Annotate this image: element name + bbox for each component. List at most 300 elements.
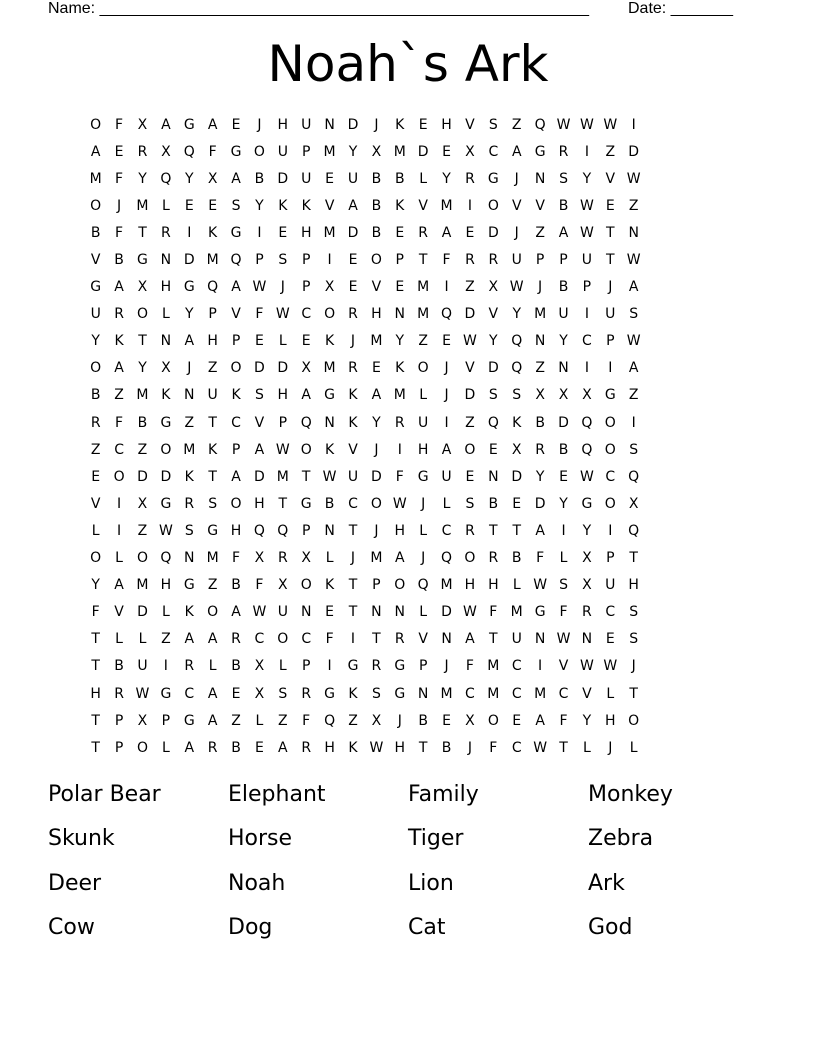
grid-letter[interactable]: U: [511, 252, 522, 269]
grid-letter[interactable]: N: [324, 116, 335, 133]
grid-letter[interactable]: A: [535, 522, 545, 539]
grid-letter[interactable]: H: [417, 441, 429, 458]
grid-letter[interactable]: T: [559, 739, 568, 756]
grid-letter[interactable]: F: [302, 712, 311, 729]
grid-letter[interactable]: L: [115, 550, 123, 567]
grid-letter[interactable]: Q: [628, 468, 640, 485]
grid-letter[interactable]: L: [161, 604, 170, 621]
grid-letter[interactable]: D: [417, 143, 429, 160]
grid-letter[interactable]: I: [257, 224, 262, 241]
grid-letter[interactable]: C: [511, 739, 522, 756]
grid-letter[interactable]: C: [511, 658, 522, 675]
grid-letter[interactable]: T: [489, 631, 498, 648]
grid-letter[interactable]: W: [135, 685, 150, 702]
grid-letter[interactable]: I: [117, 495, 122, 512]
grid-letter[interactable]: Z: [137, 441, 148, 458]
grid-letter[interactable]: L: [115, 631, 123, 648]
grid-letter[interactable]: Y: [91, 333, 100, 350]
grid-letter[interactable]: T: [606, 224, 615, 241]
grid-letter[interactable]: E: [559, 468, 568, 485]
grid-letter[interactable]: A: [441, 224, 452, 241]
grid-letter[interactable]: A: [465, 631, 475, 648]
grid-letter[interactable]: A: [184, 631, 195, 648]
grid-letter[interactable]: Z: [231, 712, 241, 729]
grid-letter[interactable]: V: [324, 197, 335, 214]
grid-letter[interactable]: K: [208, 441, 218, 458]
grid-letter[interactable]: Q: [511, 360, 523, 377]
grid-letter[interactable]: B: [324, 495, 335, 512]
grid-letter[interactable]: X: [511, 441, 522, 458]
grid-letter[interactable]: J: [397, 712, 402, 729]
grid-letter[interactable]: M: [440, 685, 453, 702]
grid-letter[interactable]: G: [183, 577, 195, 594]
grid-letter[interactable]: O: [136, 739, 148, 756]
grid-letter[interactable]: L: [91, 522, 100, 539]
grid-letter[interactable]: S: [512, 387, 522, 404]
grid-letter[interactable]: Z: [114, 387, 124, 404]
grid-letter[interactable]: V: [90, 495, 101, 512]
grid-letter[interactable]: T: [138, 333, 147, 350]
grid-letter[interactable]: W: [579, 116, 594, 133]
grid-letter[interactable]: Y: [255, 197, 264, 214]
grid-letter[interactable]: B: [231, 658, 241, 675]
grid-letter[interactable]: M: [206, 252, 219, 269]
grid-letter[interactable]: Z: [605, 143, 616, 160]
grid-letter[interactable]: A: [441, 441, 452, 458]
grid-letter[interactable]: D: [160, 468, 172, 485]
grid-letter[interactable]: X: [137, 116, 148, 133]
grid-letter[interactable]: F: [115, 170, 124, 187]
grid-letter[interactable]: G: [230, 224, 242, 241]
grid-letter[interactable]: G: [183, 279, 195, 296]
grid-letter[interactable]: N: [441, 631, 452, 648]
grid-letter[interactable]: X: [582, 577, 592, 594]
grid-letter[interactable]: B: [137, 414, 148, 431]
grid-letter[interactable]: H: [464, 577, 476, 594]
grid-letter[interactable]: O: [253, 143, 265, 160]
grid-letter[interactable]: V: [605, 170, 616, 187]
grid-letter[interactable]: W: [275, 441, 290, 458]
grid-letter[interactable]: F: [91, 604, 100, 621]
grid-letter[interactable]: Q: [207, 279, 219, 296]
grid-letter[interactable]: H: [277, 387, 289, 404]
grid-letter[interactable]: R: [184, 658, 195, 675]
grid-letter[interactable]: J: [514, 170, 519, 187]
grid-letter[interactable]: Q: [628, 522, 640, 539]
grid-letter[interactable]: X: [254, 685, 265, 702]
grid-letter[interactable]: N: [558, 360, 569, 377]
grid-letter[interactable]: G: [394, 658, 406, 675]
grid-letter[interactable]: L: [325, 550, 334, 567]
grid-letter[interactable]: A: [231, 468, 241, 485]
grid-letter[interactable]: P: [208, 306, 217, 323]
grid-letter[interactable]: L: [419, 387, 428, 404]
grid-letter[interactable]: I: [584, 360, 589, 377]
grid-letter[interactable]: D: [137, 604, 148, 621]
grid-letter[interactable]: S: [629, 604, 639, 621]
grid-letter[interactable]: X: [535, 387, 545, 404]
grid-letter[interactable]: D: [277, 360, 289, 377]
grid-letter[interactable]: Q: [324, 712, 336, 729]
grid-letter[interactable]: A: [231, 170, 241, 187]
grid-letter[interactable]: C: [558, 685, 569, 702]
grid-letter[interactable]: E: [325, 170, 335, 187]
grid-letter[interactable]: K: [325, 333, 335, 350]
grid-letter[interactable]: D: [487, 360, 499, 377]
grid-letter[interactable]: X: [207, 170, 218, 187]
grid-letter[interactable]: I: [327, 658, 332, 675]
grid-letter[interactable]: J: [444, 387, 449, 404]
grid-letter[interactable]: F: [115, 224, 124, 241]
grid-letter[interactable]: L: [442, 495, 451, 512]
grid-letter[interactable]: W: [275, 306, 290, 323]
grid-letter[interactable]: H: [160, 279, 172, 296]
grid-letter[interactable]: N: [160, 333, 172, 350]
grid-letter[interactable]: W: [603, 116, 618, 133]
grid-letter[interactable]: M: [534, 306, 547, 323]
grid-letter[interactable]: M: [89, 170, 102, 187]
grid-letter[interactable]: H: [628, 577, 639, 594]
grid-letter[interactable]: S: [278, 685, 288, 702]
grid-letter[interactable]: G: [160, 495, 172, 512]
grid-letter[interactable]: J: [608, 739, 613, 756]
grid-letter[interactable]: B: [535, 414, 545, 431]
grid-letter[interactable]: F: [115, 414, 124, 431]
grid-letter[interactable]: C: [441, 522, 452, 539]
grid-letter[interactable]: T: [91, 631, 100, 648]
grid-letter[interactable]: V: [488, 306, 499, 323]
grid-letter[interactable]: Y: [91, 577, 100, 594]
grid-letter[interactable]: M: [393, 387, 406, 404]
grid-letter[interactable]: E: [278, 224, 288, 241]
grid-letter[interactable]: B: [254, 170, 265, 187]
grid-letter[interactable]: D: [464, 387, 476, 404]
grid-letter[interactable]: V: [348, 441, 358, 458]
grid-letter[interactable]: G: [394, 685, 406, 702]
grid-letter[interactable]: E: [255, 739, 264, 756]
grid-letter[interactable]: B: [90, 387, 101, 404]
grid-letter[interactable]: I: [467, 197, 473, 214]
grid-letter[interactable]: Q: [441, 306, 453, 323]
grid-letter[interactable]: K: [278, 197, 288, 214]
grid-letter[interactable]: O: [136, 550, 148, 567]
grid-letter[interactable]: E: [465, 224, 475, 241]
grid-letter[interactable]: J: [514, 224, 519, 241]
grid-letter[interactable]: T: [418, 739, 428, 756]
grid-letter[interactable]: J: [608, 279, 613, 296]
grid-letter[interactable]: R: [207, 739, 218, 756]
grid-letter[interactable]: Y: [184, 170, 194, 187]
grid-letter[interactable]: L: [629, 739, 638, 756]
grid-letter[interactable]: F: [208, 143, 217, 160]
grid-letter[interactable]: I: [631, 116, 636, 133]
grid-letter[interactable]: D: [254, 468, 265, 485]
grid-letter[interactable]: I: [538, 658, 543, 675]
grid-letter[interactable]: K: [231, 387, 241, 404]
grid-letter[interactable]: H: [230, 522, 242, 539]
grid-letter[interactable]: G: [160, 685, 172, 702]
grid-letter[interactable]: K: [184, 468, 194, 485]
grid-letter[interactable]: A: [558, 224, 569, 241]
grid-letter[interactable]: A: [207, 685, 218, 702]
grid-letter[interactable]: L: [512, 577, 521, 594]
grid-letter[interactable]: J: [631, 658, 636, 675]
grid-letter[interactable]: J: [444, 658, 449, 675]
grid-letter[interactable]: K: [348, 739, 358, 756]
grid-letter[interactable]: K: [301, 197, 311, 214]
grid-letter[interactable]: K: [348, 685, 358, 702]
grid-letter[interactable]: U: [418, 414, 429, 431]
grid-letter[interactable]: N: [581, 631, 593, 648]
grid-letter[interactable]: D: [347, 116, 359, 133]
grid-letter[interactable]: Y: [559, 333, 568, 350]
grid-letter[interactable]: W: [579, 658, 594, 675]
grid-letter[interactable]: P: [231, 441, 241, 458]
grid-letter[interactable]: Q: [511, 333, 523, 350]
grid-letter[interactable]: C: [465, 685, 475, 702]
grid-letter[interactable]: X: [465, 143, 475, 160]
grid-letter[interactable]: F: [559, 712, 568, 729]
grid-letter[interactable]: A: [114, 577, 124, 594]
grid-letter[interactable]: R: [394, 414, 405, 431]
grid-letter[interactable]: G: [534, 143, 546, 160]
grid-letter[interactable]: U: [347, 468, 359, 485]
grid-letter[interactable]: C: [605, 468, 616, 485]
grid-letter[interactable]: M: [534, 685, 547, 702]
grid-letter[interactable]: U: [605, 577, 616, 594]
grid-letter[interactable]: D: [254, 360, 265, 377]
grid-letter[interactable]: D: [277, 170, 289, 187]
grid-letter[interactable]: O: [113, 468, 125, 485]
grid-letter[interactable]: P: [301, 143, 311, 160]
grid-letter[interactable]: I: [584, 306, 589, 323]
grid-letter[interactable]: V: [418, 197, 428, 214]
grid-letter[interactable]: X: [161, 143, 171, 160]
grid-letter[interactable]: F: [489, 604, 498, 621]
grid-letter[interactable]: M: [136, 577, 149, 594]
grid-letter[interactable]: G: [534, 604, 546, 621]
grid-letter[interactable]: O: [207, 604, 219, 621]
grid-letter[interactable]: F: [442, 252, 451, 269]
grid-letter[interactable]: Q: [160, 550, 172, 567]
grid-letter[interactable]: W: [603, 658, 618, 675]
grid-letter[interactable]: H: [254, 495, 265, 512]
grid-letter[interactable]: R: [231, 631, 241, 648]
grid-letter[interactable]: U: [137, 658, 148, 675]
grid-letter[interactable]: X: [582, 387, 592, 404]
grid-letter[interactable]: A: [231, 279, 241, 296]
grid-letter[interactable]: S: [278, 252, 288, 269]
grid-letter[interactable]: L: [161, 197, 170, 214]
grid-letter[interactable]: S: [465, 495, 475, 512]
grid-letter[interactable]: R: [465, 170, 475, 187]
grid-letter[interactable]: Z: [535, 224, 545, 241]
grid-letter[interactable]: Y: [489, 333, 498, 350]
grid-letter[interactable]: K: [348, 387, 358, 404]
grid-letter[interactable]: T: [91, 739, 100, 756]
grid-letter[interactable]: M: [417, 306, 430, 323]
grid-letter[interactable]: A: [628, 360, 639, 377]
grid-letter[interactable]: S: [629, 306, 639, 323]
grid-letter[interactable]: R: [558, 143, 569, 160]
grid-letter[interactable]: W: [556, 116, 571, 133]
grid-letter[interactable]: G: [487, 170, 499, 187]
grid-letter[interactable]: I: [608, 360, 613, 377]
grid-letter[interactable]: L: [278, 333, 287, 350]
grid-letter[interactable]: A: [301, 387, 311, 404]
grid-letter[interactable]: N: [324, 414, 335, 431]
grid-letter[interactable]: R: [488, 252, 499, 269]
grid-letter[interactable]: K: [512, 414, 522, 431]
grid-letter[interactable]: B: [488, 495, 499, 512]
grid-letter[interactable]: U: [301, 170, 312, 187]
grid-letter[interactable]: B: [371, 170, 382, 187]
grid-letter[interactable]: F: [255, 306, 264, 323]
grid-letter[interactable]: W: [626, 252, 641, 269]
grid-letter[interactable]: Q: [183, 143, 195, 160]
grid-letter[interactable]: V: [465, 360, 475, 377]
grid-letter[interactable]: R: [137, 143, 148, 160]
grid-letter[interactable]: S: [629, 631, 639, 648]
grid-letter[interactable]: I: [397, 441, 402, 458]
grid-letter[interactable]: O: [300, 577, 312, 594]
grid-letter[interactable]: U: [441, 468, 452, 485]
grid-letter[interactable]: R: [348, 360, 358, 377]
grid-letter[interactable]: K: [395, 197, 405, 214]
grid-letter[interactable]: I: [608, 522, 613, 539]
grid-letter[interactable]: Z: [278, 712, 288, 729]
grid-letter[interactable]: O: [464, 550, 476, 567]
grid-letter[interactable]: D: [464, 306, 476, 323]
grid-letter[interactable]: W: [579, 197, 594, 214]
grid-letter[interactable]: H: [300, 224, 312, 241]
grid-letter[interactable]: Z: [465, 279, 475, 296]
grid-letter[interactable]: A: [184, 333, 195, 350]
grid-letter[interactable]: F: [489, 739, 498, 756]
grid-letter[interactable]: E: [442, 333, 451, 350]
grid-letter[interactable]: R: [582, 604, 592, 621]
grid-letter[interactable]: J: [187, 360, 192, 377]
grid-letter[interactable]: V: [231, 306, 241, 323]
grid-letter[interactable]: G: [160, 414, 172, 431]
grid-letter[interactable]: T: [629, 685, 638, 702]
grid-letter[interactable]: L: [208, 658, 217, 675]
grid-letter[interactable]: E: [255, 333, 264, 350]
grid-letter[interactable]: F: [255, 577, 264, 594]
grid-letter[interactable]: C: [231, 414, 241, 431]
grid-letter[interactable]: O: [628, 712, 640, 729]
grid-letter[interactable]: O: [230, 495, 242, 512]
grid-letter[interactable]: J: [444, 360, 449, 377]
grid-letter[interactable]: Z: [207, 360, 218, 377]
grid-letter[interactable]: Y: [138, 170, 147, 187]
grid-letter[interactable]: F: [232, 550, 241, 567]
grid-letter[interactable]: Z: [137, 522, 148, 539]
grid-letter[interactable]: N: [417, 685, 429, 702]
grid-letter[interactable]: M: [393, 143, 406, 160]
grid-letter[interactable]: O: [370, 252, 382, 269]
grid-letter[interactable]: J: [350, 550, 356, 567]
grid-letter[interactable]: X: [324, 279, 335, 296]
grid-letter[interactable]: O: [277, 631, 289, 648]
grid-letter[interactable]: A: [114, 360, 124, 377]
grid-letter[interactable]: Z: [535, 360, 545, 377]
grid-letter[interactable]: W: [533, 577, 548, 594]
grid-letter[interactable]: P: [372, 577, 381, 594]
grid-letter[interactable]: B: [558, 279, 569, 296]
grid-letter[interactable]: J: [280, 279, 285, 296]
grid-letter[interactable]: F: [395, 468, 404, 485]
grid-letter[interactable]: V: [465, 116, 475, 133]
grid-letter[interactable]: V: [371, 279, 382, 296]
grid-letter[interactable]: B: [371, 224, 382, 241]
grid-letter[interactable]: F: [536, 550, 545, 567]
grid-letter[interactable]: D: [137, 468, 148, 485]
grid-letter[interactable]: R: [301, 685, 312, 702]
grid-letter[interactable]: R: [535, 441, 545, 458]
grid-letter[interactable]: E: [465, 468, 475, 485]
grid-letter[interactable]: O: [90, 116, 102, 133]
grid-letter[interactable]: A: [371, 387, 382, 404]
grid-letter[interactable]: A: [207, 631, 218, 648]
grid-letter[interactable]: M: [487, 658, 500, 675]
grid-letter[interactable]: O: [487, 197, 499, 214]
grid-letter[interactable]: Q: [581, 441, 593, 458]
grid-letter[interactable]: Y: [442, 170, 451, 187]
grid-letter[interactable]: O: [604, 495, 616, 512]
grid-letter[interactable]: V: [558, 658, 569, 675]
grid-letter[interactable]: Z: [90, 441, 101, 458]
grid-letter[interactable]: J: [538, 279, 543, 296]
grid-letter[interactable]: L: [161, 306, 170, 323]
grid-letter[interactable]: G: [347, 658, 359, 675]
grid-letter[interactable]: Y: [582, 522, 592, 539]
grid-letter[interactable]: B: [90, 224, 101, 241]
grid-letter[interactable]: A: [231, 604, 241, 621]
grid-letter[interactable]: Y: [535, 468, 545, 485]
grid-letter[interactable]: B: [114, 658, 124, 675]
grid-letter[interactable]: B: [558, 441, 569, 458]
grid-letter[interactable]: R: [184, 495, 195, 512]
grid-letter[interactable]: B: [394, 170, 405, 187]
grid-letter[interactable]: Z: [348, 712, 358, 729]
grid-letter[interactable]: D: [370, 468, 382, 485]
grid-letter[interactable]: E: [91, 468, 101, 485]
grid-letter[interactable]: U: [581, 252, 593, 269]
grid-letter[interactable]: Q: [230, 252, 242, 269]
grid-letter[interactable]: T: [208, 414, 217, 431]
grid-letter[interactable]: E: [442, 143, 451, 160]
grid-letter[interactable]: L: [559, 550, 568, 567]
grid-letter[interactable]: J: [350, 333, 356, 350]
grid-letter[interactable]: D: [441, 604, 452, 621]
grid-letter[interactable]: I: [584, 143, 589, 160]
grid-letter[interactable]: I: [117, 522, 122, 539]
grid-letter[interactable]: W: [626, 170, 641, 187]
grid-letter[interactable]: T: [348, 522, 358, 539]
grid-letter[interactable]: P: [255, 252, 264, 269]
grid-letter[interactable]: V: [254, 414, 265, 431]
grid-letter[interactable]: O: [90, 360, 102, 377]
grid-letter[interactable]: V: [582, 685, 592, 702]
grid-letter[interactable]: A: [628, 279, 639, 296]
grid-letter[interactable]: C: [348, 495, 358, 512]
grid-letter[interactable]: Q: [581, 414, 593, 431]
grid-letter[interactable]: Y: [512, 306, 521, 323]
grid-letter[interactable]: G: [183, 712, 195, 729]
grid-letter[interactable]: B: [418, 712, 428, 729]
grid-letter[interactable]: U: [277, 604, 288, 621]
